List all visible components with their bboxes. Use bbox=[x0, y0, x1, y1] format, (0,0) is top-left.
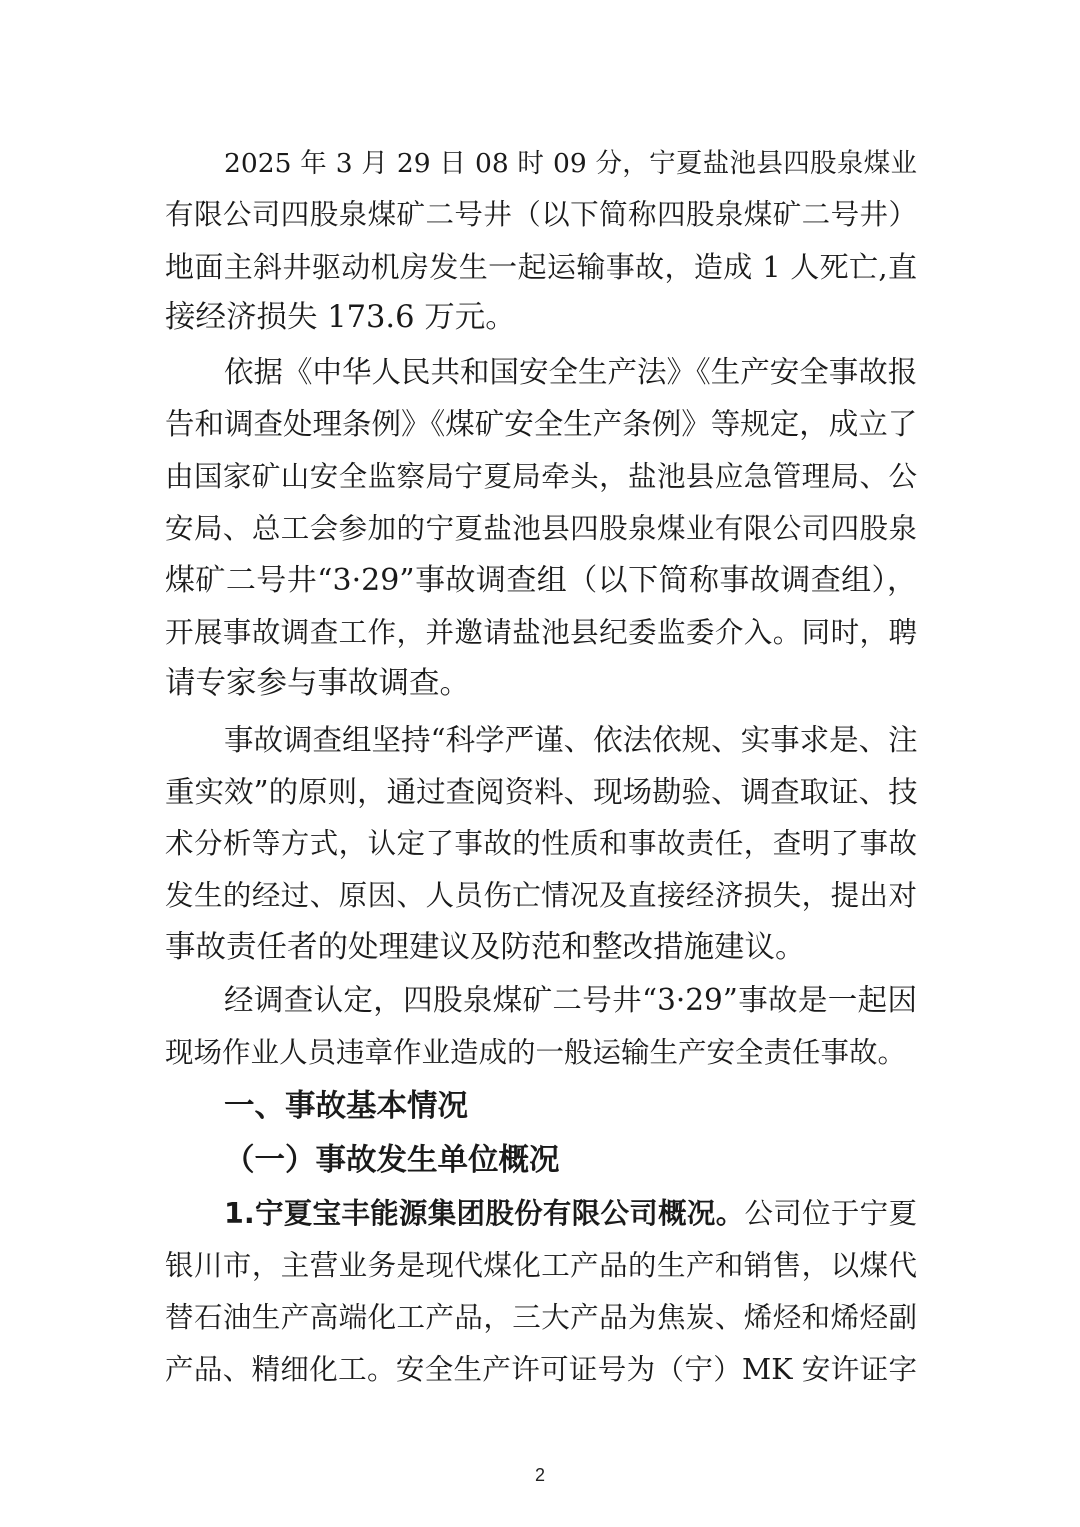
paragraph-line: 接经济损失 173.6 万元。 bbox=[165, 300, 516, 335]
paragraph-line: 经调查认定，四股泉煤矿二号井“3·29”事故是一起因 bbox=[224, 983, 917, 1017]
paragraph-line: 事故责任者的处理建议及防范和整改措施建议。 bbox=[165, 930, 806, 965]
paragraph-line: 2025 年 3 月 29 日 08 时 09 分，宁夏盐池县四股泉煤业 bbox=[224, 148, 917, 179]
section-lead-text: 公司位于宁夏 bbox=[744, 1197, 917, 1230]
section-lead-title: 1.宁夏宝丰能源集团股份有限公司概况。 bbox=[224, 1197, 745, 1230]
paragraph-line: 地面主斜井驱动机房发生一起运输事故，造成 1 人死亡,直 bbox=[165, 250, 917, 284]
paragraph-line: 事故调查组坚持“科学严谨、依法依规、实事求是、注 bbox=[224, 723, 918, 757]
subsection-heading: （一）事故发生单位概况 bbox=[224, 1143, 560, 1178]
paragraph-line: 替石油生产高端化工产品，三大产品为焦炭、烯烃和烯烃副 bbox=[165, 1301, 917, 1334]
paragraph-line: 煤矿二号井“3·29”事故调查组（以下简称事故调查组）， bbox=[165, 563, 917, 598]
section-heading: 一、事故基本情况 bbox=[224, 1089, 468, 1124]
paragraph-line: 现场作业人员违章作业造成的一般运输生产安全责任事故。 bbox=[165, 1036, 907, 1069]
section-lead-line bbox=[224, 1192, 917, 1236]
paragraph-line: 告和调查处理条例》《煤矿安全生产条例》等规定，成立了 bbox=[165, 407, 918, 441]
paragraph-line: 安局、总工会参加的宁夏盐池县四股泉煤业有限公司四股泉 bbox=[165, 512, 917, 545]
paragraph-line: 术分析等方式，认定了事故的性质和事故责任，查明了事故 bbox=[165, 827, 917, 860]
page-number: 2 bbox=[534, 1465, 545, 1485]
paragraph-line: 由国家矿山安全监察局宁夏局牵头，盐池县应急管理局、公 bbox=[165, 460, 917, 493]
paragraph-line: 重实效”的原则，通过查阅资料、现场勘验、调查取证、技 bbox=[165, 775, 918, 809]
paragraph-line: 请专家参与事故调查。 bbox=[165, 666, 470, 701]
paragraph-line: 依据《中华人民共和国安全生产法》《生产安全事故报 bbox=[224, 355, 918, 389]
paragraph-line: 发生的经过、原因、人员伤亡情况及直接经济损失，提出对 bbox=[165, 879, 917, 912]
paragraph-line: 有限公司四股泉煤矿二号井（以下简称四股泉煤矿二号井） bbox=[165, 198, 917, 231]
paragraph-line: 银川市，主营业务是现代煤化工产品的生产和销售，以煤代 bbox=[165, 1249, 917, 1282]
paragraph-line: 开展事故调查工作，并邀请盐池县纪委监委介入。同时，聘 bbox=[165, 616, 917, 649]
paragraph-line: 产品、精细化工。安全生产许可证号为（宁）MK 安许证字 bbox=[165, 1353, 917, 1386]
